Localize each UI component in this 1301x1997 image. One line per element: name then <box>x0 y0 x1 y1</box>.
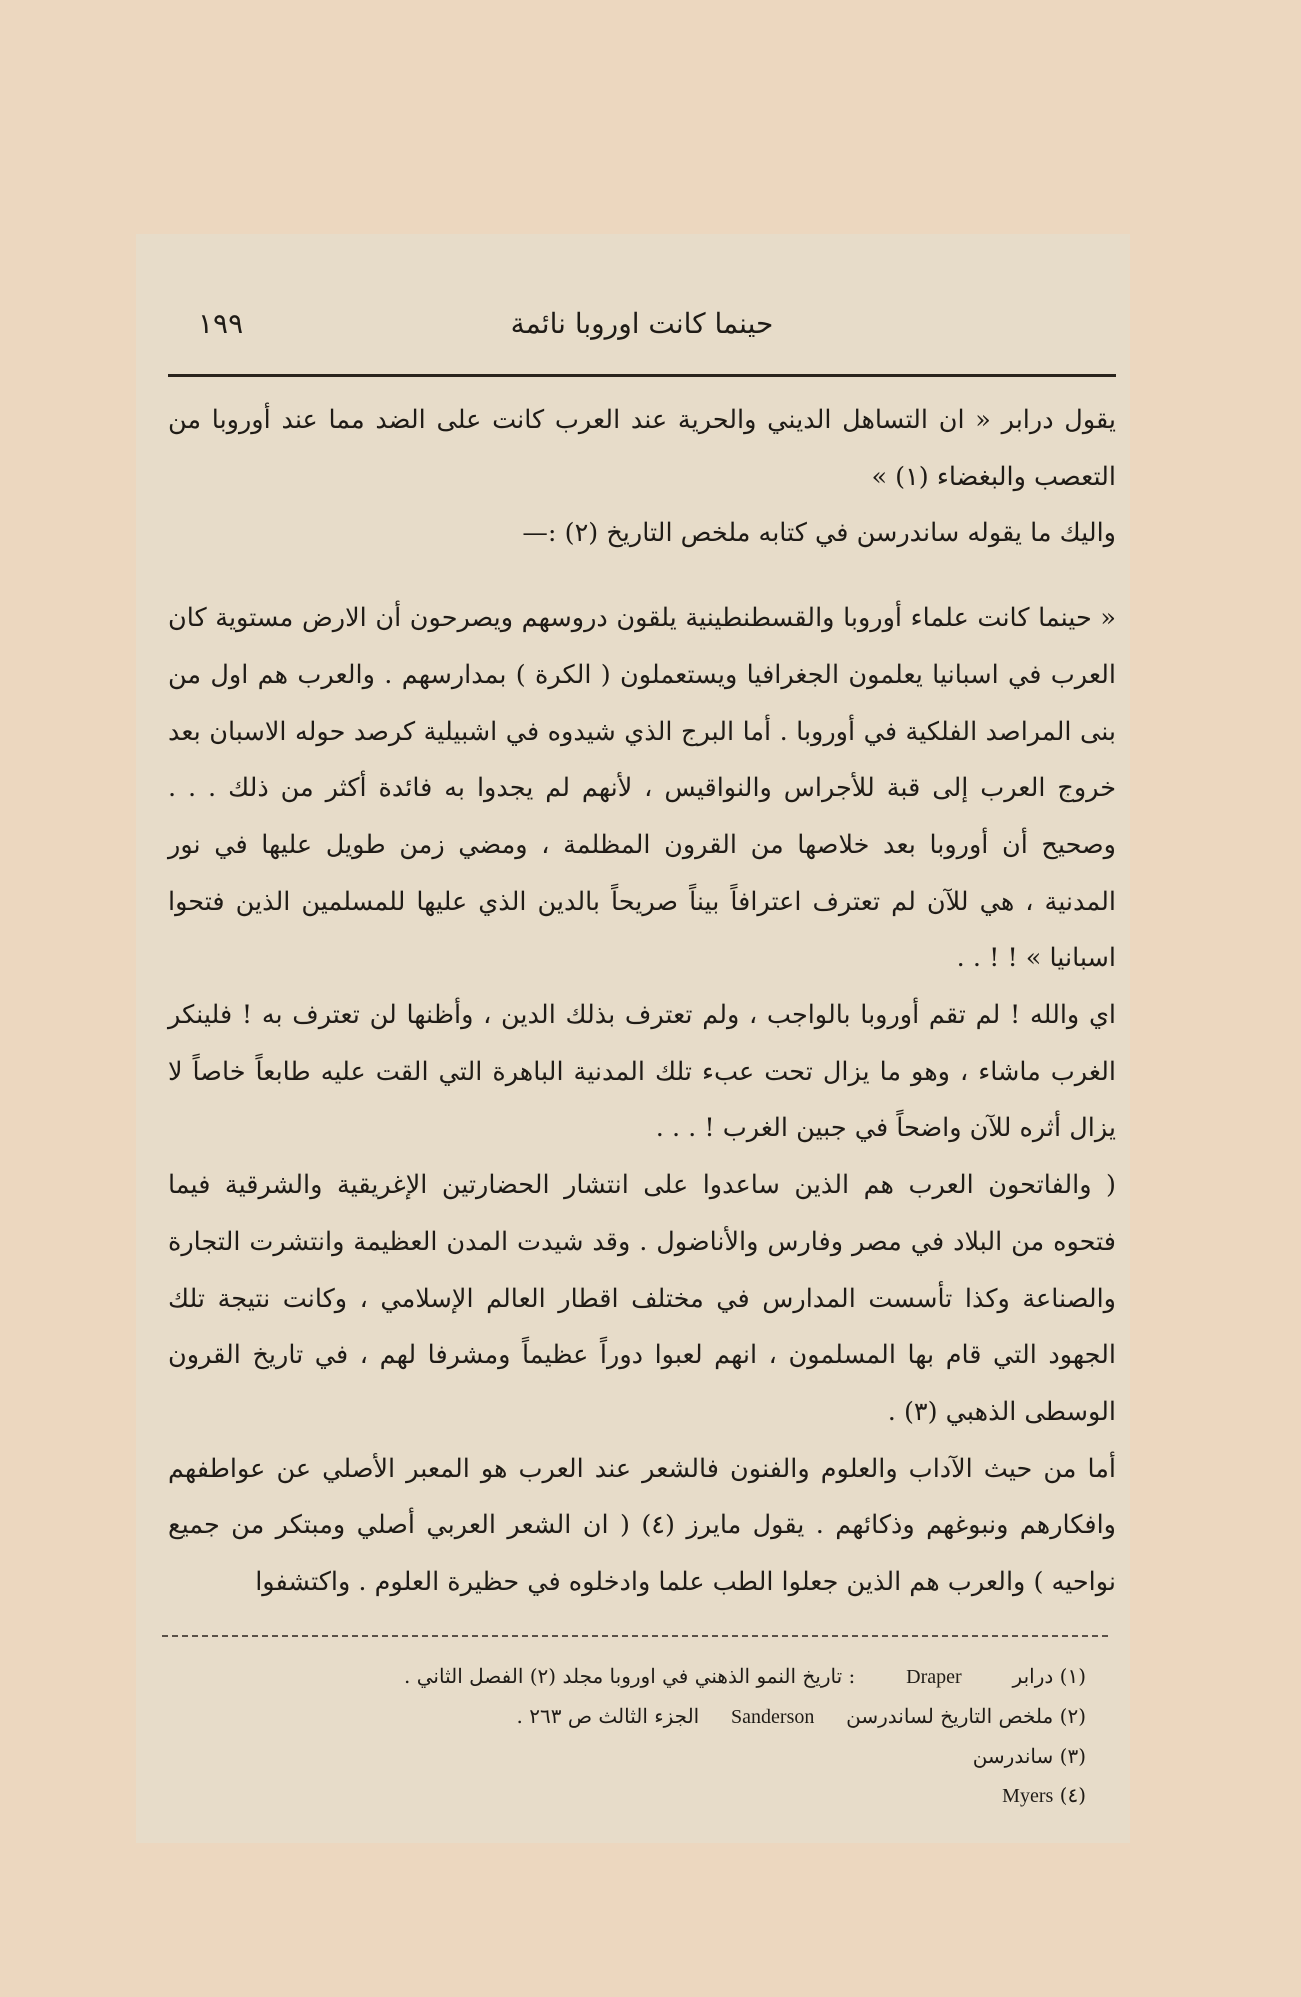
footnote-latin-name: Draper <box>906 1666 962 1688</box>
footnote-name: درابر <box>1012 1664 1054 1688</box>
page-header <box>168 304 1116 344</box>
paragraph-arts-sciences: أما من حيث الآداب والعلوم والفنون فالشعر عند العرب هو المعبر الأصلي عن عواطفهم وافكارهم ونبوغهم وذكائهم . يقول مايرز (٤) ( ان الشعر العربي أصلي ومبتكر من جميع نواحيه ) والعرب هم الذين جعلوا الطب علما وادخلوه في حظيرة العلوم . واكتشفوا <box>168 1453 1116 1598</box>
header-rule <box>168 374 1116 377</box>
page-number: ١٩٩ <box>198 307 244 340</box>
paragraph-conquerors: ( والفاتحون العرب هم الذين ساعدوا على انتشار الحضارتين الإغريقية والشرقية فيما فتحوه من البلاد في مصر وفارس والأناضول . وقد شيدت المدن العظيمة وانتشرت التجارة والصناعة وكذا تأسست المدارس في مختلف اقطار العالم الإسلامي ، وكانت نتيجة تلك الجهود التي قام بها المسلمون ، انهم لعبوا دوراً عظيماً ومشرفا لهم ، في تاريخ القرون الوسطى الذهبي (٣) . <box>168 1170 1116 1427</box>
footnote-number: (١) <box>1059 1664 1086 1688</box>
book-page <box>136 234 1130 1843</box>
footnote-2 <box>168 1697 1086 1737</box>
footnote-name: ملخص التاريخ لساندرسن <box>846 1704 1054 1728</box>
footnote-text: الجزء الثالث ص ٢٦٣ . <box>516 1704 700 1728</box>
paragraph-sanderson-quote: « حينما كانت علماء أوروبا والقسطنطينية يلقون دروسهم ويصرحون أن الارض مستوية كان العرب في اسبانيا يعلمون الجغرافيا ويستعملون ( الكرة ) بمدارسهم . والعرب هم اول من بنى المراصد الفلكية في أوروبا . أما البرج الذي شيدوه في اشبيلية كرصد حوله الاسبان بعد خروج العرب إلى قبة للأجراس والنواقيس ، لأنهم لم يجدوا به فائدة أكثر من ذلك . . . وصحيح أن أوروبا بعد خلاصها من القرون المظلمة ، ومضي زمن طويل عليها في نور المدنية ، هي للآن لم تعترف اعترافاً بيناً صريحاً بالدين الذي عليها للمسلمين الذين فتحوا اسبانيا » ! ! . . <box>168 603 1116 974</box>
running-title: حينما كانت اوروبا نائمة <box>510 307 774 340</box>
body-text <box>168 392 1116 1611</box>
footnote-name: ساندرسن <box>972 1744 1054 1768</box>
paragraph-draper-quote: يقول درابر « ان التساهل الديني والحرية عند العرب كانت على الضد مما عند أوروبا من التعصب والبغضاء (١) » <box>168 405 1116 492</box>
footnote-number: (٢) <box>1059 1704 1086 1728</box>
paragraph-sanderson-intro: واليك ما يقوله ساندرسن في كتابه ملخص التاريخ (٢) :— <box>522 518 1116 549</box>
footnote-1 <box>168 1657 1086 1697</box>
paragraph-author-comment: اي والله ! لم تقم أوروبا بالواجب ، ولم تعترف بذلك الدين ، وأظنها لن تعترف به ! فلينكر الغرب ماشاء ، وهو ما يزال تحت عبء تلك المدنية الباهرة التي القت عليه طابعاً خاصاً لا يزال أثره للآن واضحاً في جبين الغرب ! . . . <box>168 1000 1116 1144</box>
footnote-latin-name: Sanderson <box>731 1706 815 1728</box>
footnotes <box>168 1657 1086 1816</box>
footnote-number: (٣) <box>1059 1744 1086 1768</box>
footnote-divider <box>162 1635 1108 1637</box>
footnote-text: : تاريخ النمو الذهني في اوروبا مجلد (٢) الفصل الثاني . <box>404 1664 856 1688</box>
footnote-3 <box>168 1737 1086 1776</box>
footnote-4 <box>168 1776 1086 1816</box>
footnote-latin-name: Myers <box>1002 1785 1054 1807</box>
paragraph-gap <box>168 562 1116 590</box>
footnote-number: (٤) <box>1059 1783 1086 1807</box>
